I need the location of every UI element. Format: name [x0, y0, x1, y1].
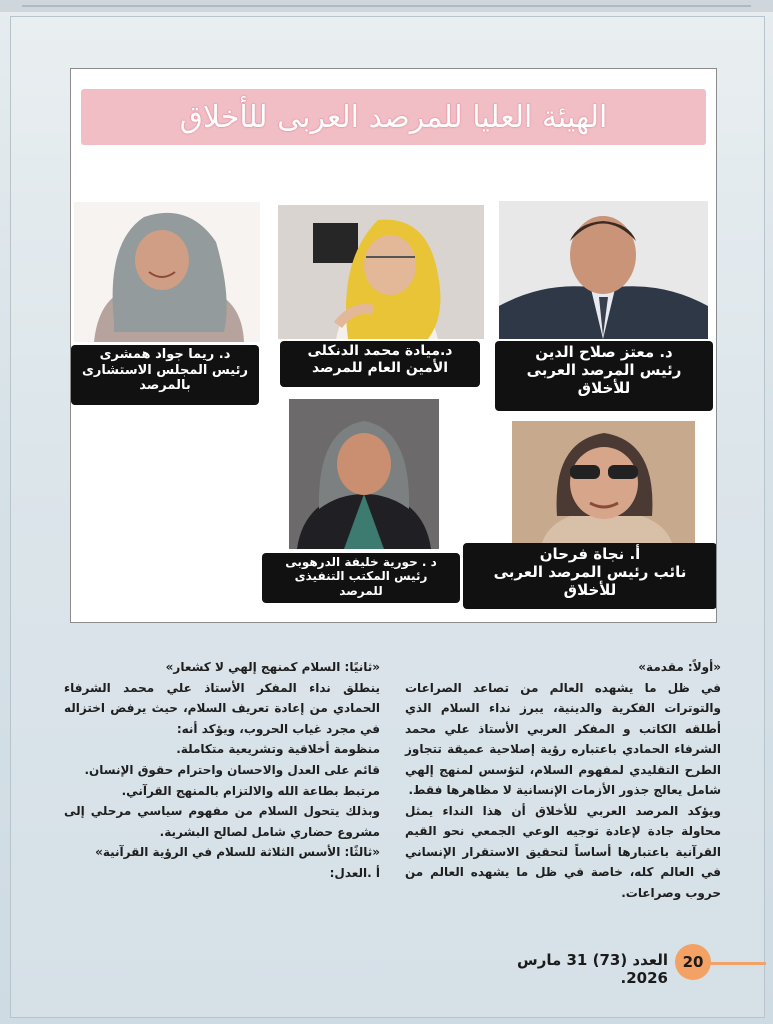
photo-person-4	[512, 421, 695, 543]
name-tag-person-4	[463, 543, 717, 609]
person-1-role-2: للأخلاق	[577, 379, 631, 397]
page-number-badge: 20	[675, 944, 711, 980]
person-1-role: رئيس المرصد العربى	[526, 361, 682, 379]
footer-accent-line	[706, 962, 766, 965]
article-column-left	[64, 657, 380, 884]
article-column-right	[405, 657, 721, 903]
photo-person-5	[289, 399, 439, 549]
board-poster	[70, 68, 717, 623]
photo-person-2	[278, 205, 484, 339]
top-edge-strip	[0, 0, 773, 12]
photo-person-3	[74, 202, 260, 342]
poster-banner	[81, 89, 706, 145]
person-4-title: أ. نجاة فرحان	[539, 545, 641, 563]
paragraph-intro: في ظل ما يشهده العالم من تصاعد الصراعات والتوترات الفكرية والدينية، يبرز نداء السلام الذي أطلقه الكاتب و المفكر العربي الأستاذ علي محمد الشرفاء الحمادي باعتباره رؤية إصلاحية عميقة تتجاوز الطرح التقليدي لمفهوم السلام، لتؤسس لمنهج إلهي شامل يعالج جذور الأزمات الإنسانية لا مظاهرها فقط.	[405, 680, 721, 797]
person-5-role-2: للمرصد	[339, 583, 383, 598]
person-4-role: نائب رئيس المرصد العربى	[493, 563, 687, 581]
list-item: مرتبط بطاعة الله والالتزام بالمنهج القرآني.	[121, 783, 380, 798]
list-item: أ .العدل:	[329, 865, 380, 880]
name-tag-person-3	[71, 345, 259, 405]
issue-info: العدد (73) 31 مارس 2026.	[517, 951, 668, 987]
section-heading-foundations: «ثالثًا: الأسس الثلاثة للسلام في الرؤية القرآنية»	[95, 845, 380, 860]
person-5-role: رئيس المكتب التنفيذى	[294, 569, 428, 584]
person-3-role: رئيس المجلس الاستشارى	[82, 362, 248, 378]
paragraph-peace-project: وبذلك يتحول السلام من مفهوم سياسي مرحلي إلى مشروع حضاري شامل لصالح البشرية.	[64, 804, 380, 839]
person-3-title: د. ريما جواد همشرى	[99, 347, 231, 362]
person-2-title: د.ميادة محمد الدنكلى	[307, 343, 453, 359]
banner-title: الهيئة العليا للمرصد العربى للأخلاق	[179, 99, 608, 135]
person-4-role-2: للأخلاق	[563, 581, 617, 599]
photo-person-1	[499, 201, 708, 339]
person-3-role-2: بالمرصد	[139, 378, 191, 394]
name-tag-person-1	[495, 341, 713, 411]
person-1-title: د. معتز صلاح الدين	[535, 343, 673, 361]
person-2-role: الأمين العام للمرصد	[311, 359, 449, 376]
paragraph-peace-definition: ينطلق نداء المفكر الأستاذ علي محمد الشرفاء الحمادي من إعادة تعريف السلام، حيث يرفض اختزاله في مجرد غياب الحروب، ويؤكد أنه:	[64, 680, 380, 736]
section-heading-intro: «أولاً: مقدمة»	[638, 660, 721, 674]
person-5-title: د . حورية خليفة الدرهوبى	[285, 555, 437, 569]
name-tag-person-2	[280, 341, 480, 387]
paragraph-observatory: ويؤكد المرصد العربي للأخلاق أن هذا النداء يمثل محاولة جادة لإعادة توجيه الوعي الجمعي نحو القيم القرآنية باعتبارها أساساً لتحقيق الاستقرار الإنساني في العالم كله، خاصة في ظل ما يشهده العالم من حروب وصراعات.	[405, 803, 721, 900]
section-heading-peace: «ثانيًا: السلام كمنهج إلهي لا كشعار»	[165, 660, 380, 674]
list-item: قائم على العدل والاحسان واحترام حقوق الإنسان.	[84, 762, 380, 777]
list-item: منظومة أخلاقية وتشريعية متكاملة.	[176, 742, 380, 757]
name-tag-person-5	[262, 553, 460, 603]
